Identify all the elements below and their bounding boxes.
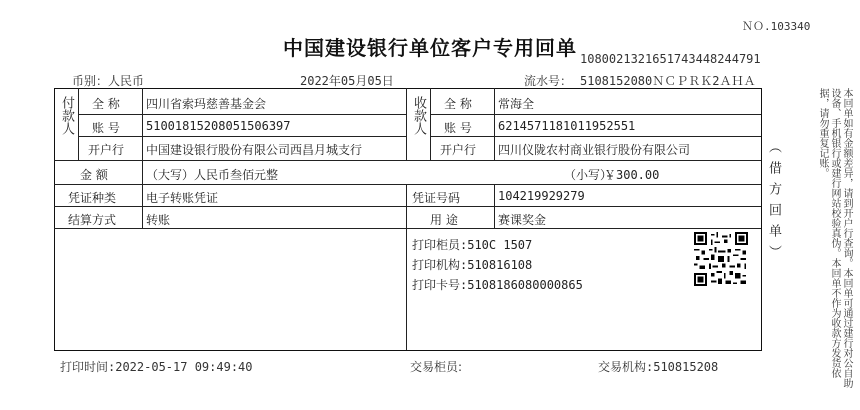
qr-code (694, 232, 748, 286)
amount-small-label: （小写） (564, 168, 613, 182)
serial-number: 5108152080ＮＣＰＲＫ2ＡＨＡ (580, 74, 756, 88)
print-org: 打印机构:510816108 (412, 258, 533, 272)
currency-label: 币别： (72, 74, 109, 88)
serial-label: 流水号： (524, 74, 573, 88)
settlement-value: 转账 (146, 213, 171, 227)
payer-name-label: 全 称 (92, 97, 120, 111)
payer-account: 51001815208051506397 (146, 119, 291, 133)
payee-account: 6214571181011952551 (498, 119, 636, 133)
payer-name: 四川省索玛慈善基金会 (146, 97, 267, 111)
payee-bank: 四川仪陇农村商业银行股份有限公司 (498, 143, 691, 157)
usage-label: 用 途 (430, 213, 458, 227)
receipt-number: ＮＯ.103340 (742, 20, 811, 33)
print-time: 打印时间:2022-05-17 09:49:40 (60, 360, 253, 374)
amount-in-words: （大写）人民币叁佰元整 (146, 168, 279, 182)
voucher-no-value: 104219929279 (498, 189, 585, 203)
voucher-no-label: 凭证号码 (412, 191, 461, 205)
payer-bank-label: 开户行 (88, 143, 125, 157)
counter-label: 交易柜员: (410, 360, 463, 374)
currency-value: 人民币 (108, 74, 145, 88)
settlement-label: 结算方式 (68, 213, 117, 227)
payee-account-label: 账 号 (444, 121, 472, 135)
receipt-title: 中国建设银行单位客户专用回单 (283, 36, 577, 60)
print-teller: 打印柜员:510C 1507 (412, 238, 533, 252)
transaction-id: 1080021321651743448244791 (580, 52, 761, 66)
payee-name-label: 全 称 (444, 97, 472, 111)
amount-figure: ￥300.00 (604, 168, 660, 182)
copy-type-label: （借方回单） (766, 140, 781, 266)
amount-label: 金 额 (80, 168, 108, 182)
usage-value: 赛课奖金 (498, 213, 547, 227)
side-note: 本回单如有金额差异，请到开户行查询。本回单可通过建行对公自助设备、手机银行或建行网站校验真伪。本回单不作为收款方发货依据，请勿重复记账。 (817, 88, 852, 388)
payer-side-label: 付款人 (59, 96, 74, 135)
voucher-type-value: 电子转账凭证 (146, 191, 219, 205)
print-card: 打印卡号:5108186080000865 (412, 278, 583, 292)
receipt-date: 2022年05月05日 (300, 74, 394, 88)
payer-account-label: 账 号 (92, 121, 120, 135)
transaction-org: 交易机构:510815208 (598, 360, 719, 374)
payee-name: 常海全 (498, 97, 535, 111)
payee-side-label: 收款人 (411, 96, 426, 135)
voucher-type-label: 凭证种类 (68, 191, 117, 205)
payee-bank-label: 开户行 (440, 143, 477, 157)
payer-bank: 中国建设银行股份有限公司西昌月城支行 (146, 143, 363, 157)
